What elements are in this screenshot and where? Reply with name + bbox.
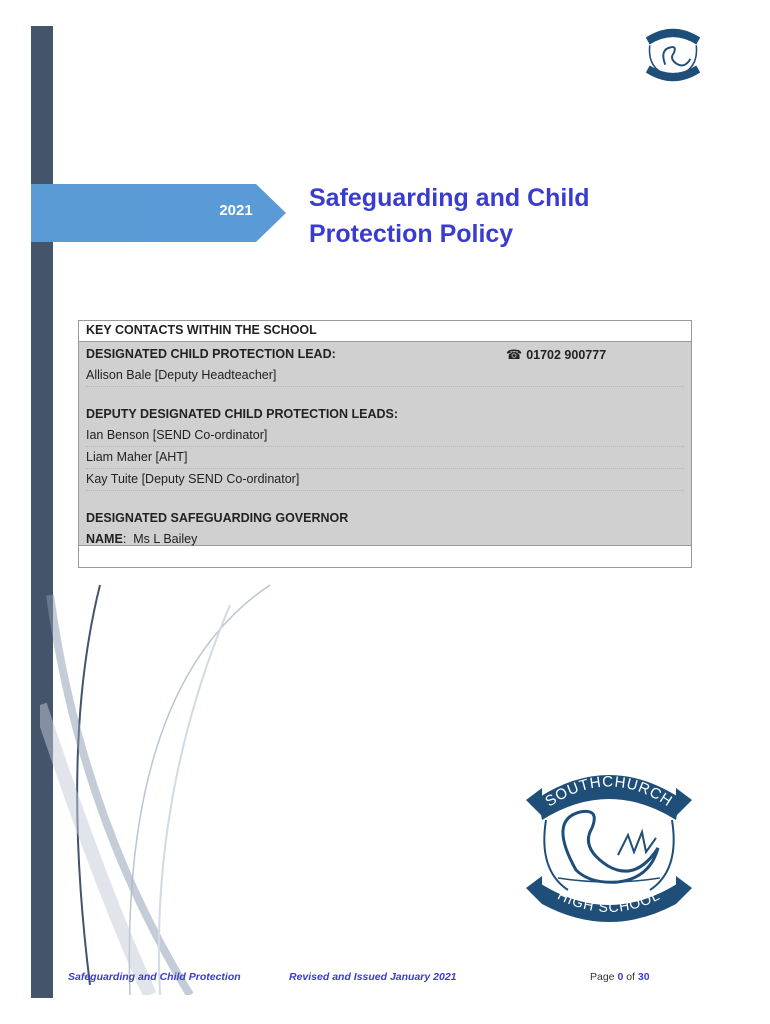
- dcpl-name: Allison Bale [Deputy Headteacher]: [86, 365, 684, 387]
- title-line-1: Safeguarding and Child: [309, 184, 590, 212]
- document-title: [309, 180, 709, 252]
- footer-page-number: Page 0 of 30: [590, 971, 650, 983]
- table-body: [79, 342, 691, 546]
- dcpl-row: [86, 344, 684, 365]
- year-banner: [31, 184, 286, 242]
- decorative-swirl: [40, 565, 300, 1000]
- key-contacts-table: [78, 320, 692, 568]
- phone-value: 01702 900777: [526, 348, 607, 362]
- governor-label: DESIGNATED SAFEGUARDING GOVERNOR: [86, 511, 349, 525]
- telephone-icon: ☎: [506, 347, 523, 362]
- footer-center: Revised and Issued January 2021: [289, 971, 457, 983]
- deputy-item: Ian Benson [SEND Co-ordinator]: [86, 425, 684, 447]
- governor-name-label: NAME: [86, 532, 123, 546]
- year-label: 2021: [219, 202, 253, 219]
- table-header: KEY CONTACTS WITHIN THE SCHOOL: [79, 321, 691, 342]
- deputy-label: DEPUTY DESIGNATED CHILD PROTECTION LEADS:: [86, 407, 399, 421]
- phone-number: [506, 344, 606, 366]
- title-line-2: Protection Policy: [309, 220, 514, 248]
- school-logo-small: [638, 22, 708, 93]
- footer-left: Safeguarding and Child Protection: [68, 971, 241, 983]
- deputy-item: Kay Tuite [Deputy SEND Co-ordinator]: [86, 469, 684, 491]
- dcpl-label: DESIGNATED CHILD PROTECTION LEAD:: [86, 347, 336, 361]
- governor-name: Ms L Bailey: [133, 532, 198, 546]
- school-logo-large: [518, 760, 700, 935]
- deputy-item: Liam Maher [AHT]: [86, 447, 684, 469]
- logo-top-text: SOUTHCHURCH: [542, 773, 676, 811]
- logo-bottom-text: HIGH SCHOOL: [555, 886, 663, 916]
- governor-name-row: NAME: Ms L Bailey: [86, 532, 198, 546]
